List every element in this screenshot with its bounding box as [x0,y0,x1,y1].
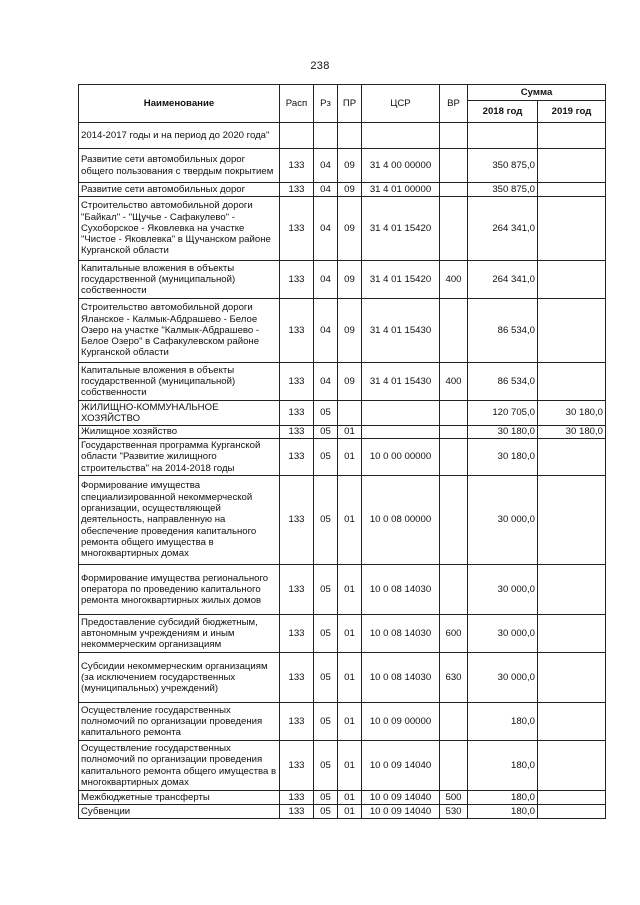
cell-sum-2018: 30 000,0 [468,615,538,653]
table-row [79,741,606,791]
table-row [79,426,606,439]
cell-vr [440,426,468,439]
table-row [79,653,606,703]
cell-vr [440,703,468,741]
cell-vr [440,401,468,426]
cell-sum-2019 [538,791,606,805]
cell-name: Формирование имущества регионального оператора по проведению капитального ремонта многоквартирных жилых домов [79,565,280,615]
cell-name: Государственная программа Курганской области "Развитие жилищного строительства" на 2014-2018 годы [79,439,280,476]
table-row [79,703,606,741]
cell-pr [338,401,362,426]
cell-name: Капитальные вложения в объекты государственной (муниципальной) собственности [79,363,280,401]
header-sum: Сумма [468,85,606,101]
cell-name: Осуществление государственных полномочий по организации проведения капитального ремонта [79,703,280,741]
cell-sum-2019 [538,197,606,261]
cell-sum-2018: 120 705,0 [468,401,538,426]
table-row [79,791,606,805]
cell-pr: 09 [338,261,362,299]
table-row [79,261,606,299]
cell-vr: 400 [440,363,468,401]
cell-rz: 05 [314,565,338,615]
cell-vr: 600 [440,615,468,653]
cell-pr: 09 [338,299,362,363]
cell-csr: 10 0 09 14040 [362,791,440,805]
cell-pr: 01 [338,653,362,703]
cell-name: Субвенции [79,805,280,819]
cell-vr: 500 [440,791,468,805]
cell-sum-2018: 30 000,0 [468,565,538,615]
cell-rz: 05 [314,653,338,703]
cell-rasp: 133 [280,703,314,741]
cell-csr [362,401,440,426]
cell-rasp: 133 [280,653,314,703]
cell-sum-2018: 86 534,0 [468,363,538,401]
cell-sum-2018: 180,0 [468,791,538,805]
header-pr: ПР [338,85,362,123]
cell-pr: 01 [338,791,362,805]
cell-csr: 31 4 01 15430 [362,299,440,363]
cell-csr: 31 4 00 00000 [362,149,440,183]
header-csr: ЦСР [362,85,440,123]
cell-name: Осуществление государственных полномочий по организации проведения капитального ремонта общего имущества в многоквартирных домах [79,741,280,791]
cell-vr [440,741,468,791]
cell-rasp: 133 [280,197,314,261]
cell-sum-2019 [538,363,606,401]
header-year-2018: 2018 год [468,101,538,123]
cell-rasp: 133 [280,183,314,197]
cell-pr: 09 [338,363,362,401]
cell-name: Предоставление субсидий бюджетным, автономным учреждениям и иным некоммерческим организациям [79,615,280,653]
cell-sum-2018: 264 341,0 [468,261,538,299]
cell-rz: 05 [314,741,338,791]
cell-rasp: 133 [280,299,314,363]
cell-sum-2019 [538,703,606,741]
cell-csr: 10 0 08 00000 [362,476,440,565]
cell-csr: 10 0 09 00000 [362,703,440,741]
cell-csr: 31 4 01 15430 [362,363,440,401]
budget-table [78,84,606,819]
table-row [79,149,606,183]
header-name: Наименование [79,85,280,123]
cell-name: Формирование имущества специализированной некоммерческой организации, осуществляющей деятельность, направленную на обеспечение проведения капитального ремонта общего имущества в многоквартирных домах [79,476,280,565]
cell-rasp: 133 [280,426,314,439]
header-year-2019: 2019 год [538,101,606,123]
cell-csr: 31 4 01 15420 [362,261,440,299]
cell-sum-2019 [538,805,606,819]
cell-sum-2018: 30 180,0 [468,426,538,439]
cell-sum-2019: 30 180,0 [538,426,606,439]
cell-pr: 01 [338,439,362,476]
cell-rz [314,123,338,149]
cell-csr: 10 0 09 14040 [362,741,440,791]
cell-pr: 01 [338,565,362,615]
cell-sum-2019: 30 180,0 [538,401,606,426]
cell-vr: 400 [440,261,468,299]
cell-vr [440,439,468,476]
cell-name: Капитальные вложения в объекты государственной (муниципальной) собственности [79,261,280,299]
cell-rz: 04 [314,363,338,401]
cell-rz: 05 [314,791,338,805]
cell-csr: 31 4 01 15420 [362,197,440,261]
cell-name: Субсидии некоммерческим организациям (за исключением государственных (муниципальных) учреждений) [79,653,280,703]
cell-csr: 31 4 01 00000 [362,183,440,197]
cell-sum-2018: 86 534,0 [468,299,538,363]
cell-sum-2019 [538,261,606,299]
cell-sum-2018: 30 000,0 [468,476,538,565]
cell-name: Строительство автомобильной дороги Яланское - Калмык-Абдрашево - Белое Озеро на участке "Калмык-Абдрашево - Белое Озеро" в Сафакулевском районе Курганской области [79,299,280,363]
table-row [79,363,606,401]
cell-rz: 04 [314,299,338,363]
cell-pr: 01 [338,805,362,819]
cell-sum-2019 [538,299,606,363]
cell-vr [440,299,468,363]
cell-pr [338,123,362,149]
cell-name: 2014-2017 годы и на период до 2020 года" [79,123,280,149]
table-body [79,123,606,819]
cell-rz: 05 [314,476,338,565]
table-row [79,439,606,476]
cell-sum-2019 [538,653,606,703]
cell-sum-2018: 180,0 [468,805,538,819]
cell-rz: 04 [314,183,338,197]
cell-rasp: 133 [280,791,314,805]
cell-csr: 10 0 09 14040 [362,805,440,819]
cell-vr [440,197,468,261]
cell-csr: 10 0 08 14030 [362,653,440,703]
cell-sum-2018: 30 000,0 [468,653,538,703]
table-row [79,476,606,565]
cell-sum-2019 [538,183,606,197]
cell-vr: 630 [440,653,468,703]
cell-rasp [280,123,314,149]
cell-rz: 05 [314,615,338,653]
cell-sum-2019 [538,741,606,791]
cell-pr: 01 [338,476,362,565]
header-vr: ВР [440,85,468,123]
cell-sum-2018: 350 875,0 [468,149,538,183]
cell-pr: 01 [338,426,362,439]
cell-pr: 01 [338,703,362,741]
cell-name: Развитие сети автомобильных дорог [79,183,280,197]
cell-rz: 05 [314,401,338,426]
cell-vr: 530 [440,805,468,819]
cell-pr: 09 [338,149,362,183]
cell-sum-2019 [538,439,606,476]
page-number: 238 [310,60,330,72]
cell-name: ЖИЛИЩНО-КОММУНАЛЬНОЕ ХОЗЯЙСТВО [79,401,280,426]
table-row [79,805,606,819]
cell-vr [440,183,468,197]
cell-sum-2018: 180,0 [468,741,538,791]
table-row [79,123,606,149]
cell-pr: 09 [338,197,362,261]
cell-vr [440,565,468,615]
cell-sum-2018: 264 341,0 [468,197,538,261]
cell-name: Жилищное хозяйство [79,426,280,439]
cell-sum-2018: 30 180,0 [468,439,538,476]
cell-rasp: 133 [280,615,314,653]
cell-rz: 04 [314,261,338,299]
cell-rasp: 133 [280,261,314,299]
cell-pr: 09 [338,183,362,197]
table-row [79,565,606,615]
cell-sum-2018: 350 875,0 [468,183,538,197]
cell-rz: 04 [314,149,338,183]
cell-sum-2019 [538,615,606,653]
cell-name: Строительство автомобильной дороги "Байкал" - "Щучье - Сафакулево" - Сухоборское - Яковлевка на участке "Чистое - Яковлевка" в Щучанском районе Курганской области [79,197,280,261]
cell-name: Межбюджетные трансферты [79,791,280,805]
table-row [79,615,606,653]
table-row [79,183,606,197]
cell-csr: 10 0 08 14030 [362,615,440,653]
cell-rasp: 133 [280,149,314,183]
cell-rz: 05 [314,703,338,741]
cell-sum-2019 [538,123,606,149]
table-row [79,197,606,261]
cell-rz: 05 [314,805,338,819]
cell-csr [362,123,440,149]
cell-csr: 10 0 00 00000 [362,439,440,476]
cell-rasp: 133 [280,439,314,476]
cell-rz: 04 [314,197,338,261]
cell-rasp: 133 [280,805,314,819]
cell-rasp: 133 [280,741,314,791]
cell-rasp: 133 [280,401,314,426]
cell-rz: 05 [314,426,338,439]
cell-sum-2018 [468,123,538,149]
cell-vr [440,476,468,565]
cell-sum-2019 [538,565,606,615]
cell-vr [440,123,468,149]
table-row [79,401,606,426]
cell-pr: 01 [338,615,362,653]
cell-rasp: 133 [280,476,314,565]
cell-sum-2019 [538,476,606,565]
cell-sum-2018: 180,0 [468,703,538,741]
header-rasp: Расп [280,85,314,123]
cell-sum-2019 [538,149,606,183]
cell-csr: 10 0 08 14030 [362,565,440,615]
cell-rasp: 133 [280,565,314,615]
header-rz: Рз [314,85,338,123]
table-row [79,299,606,363]
cell-vr [440,149,468,183]
cell-name: Развитие сети автомобильных дорог общего пользования с твердым покрытием [79,149,280,183]
cell-pr: 01 [338,741,362,791]
cell-rasp: 133 [280,363,314,401]
cell-csr [362,426,440,439]
cell-rz: 05 [314,439,338,476]
